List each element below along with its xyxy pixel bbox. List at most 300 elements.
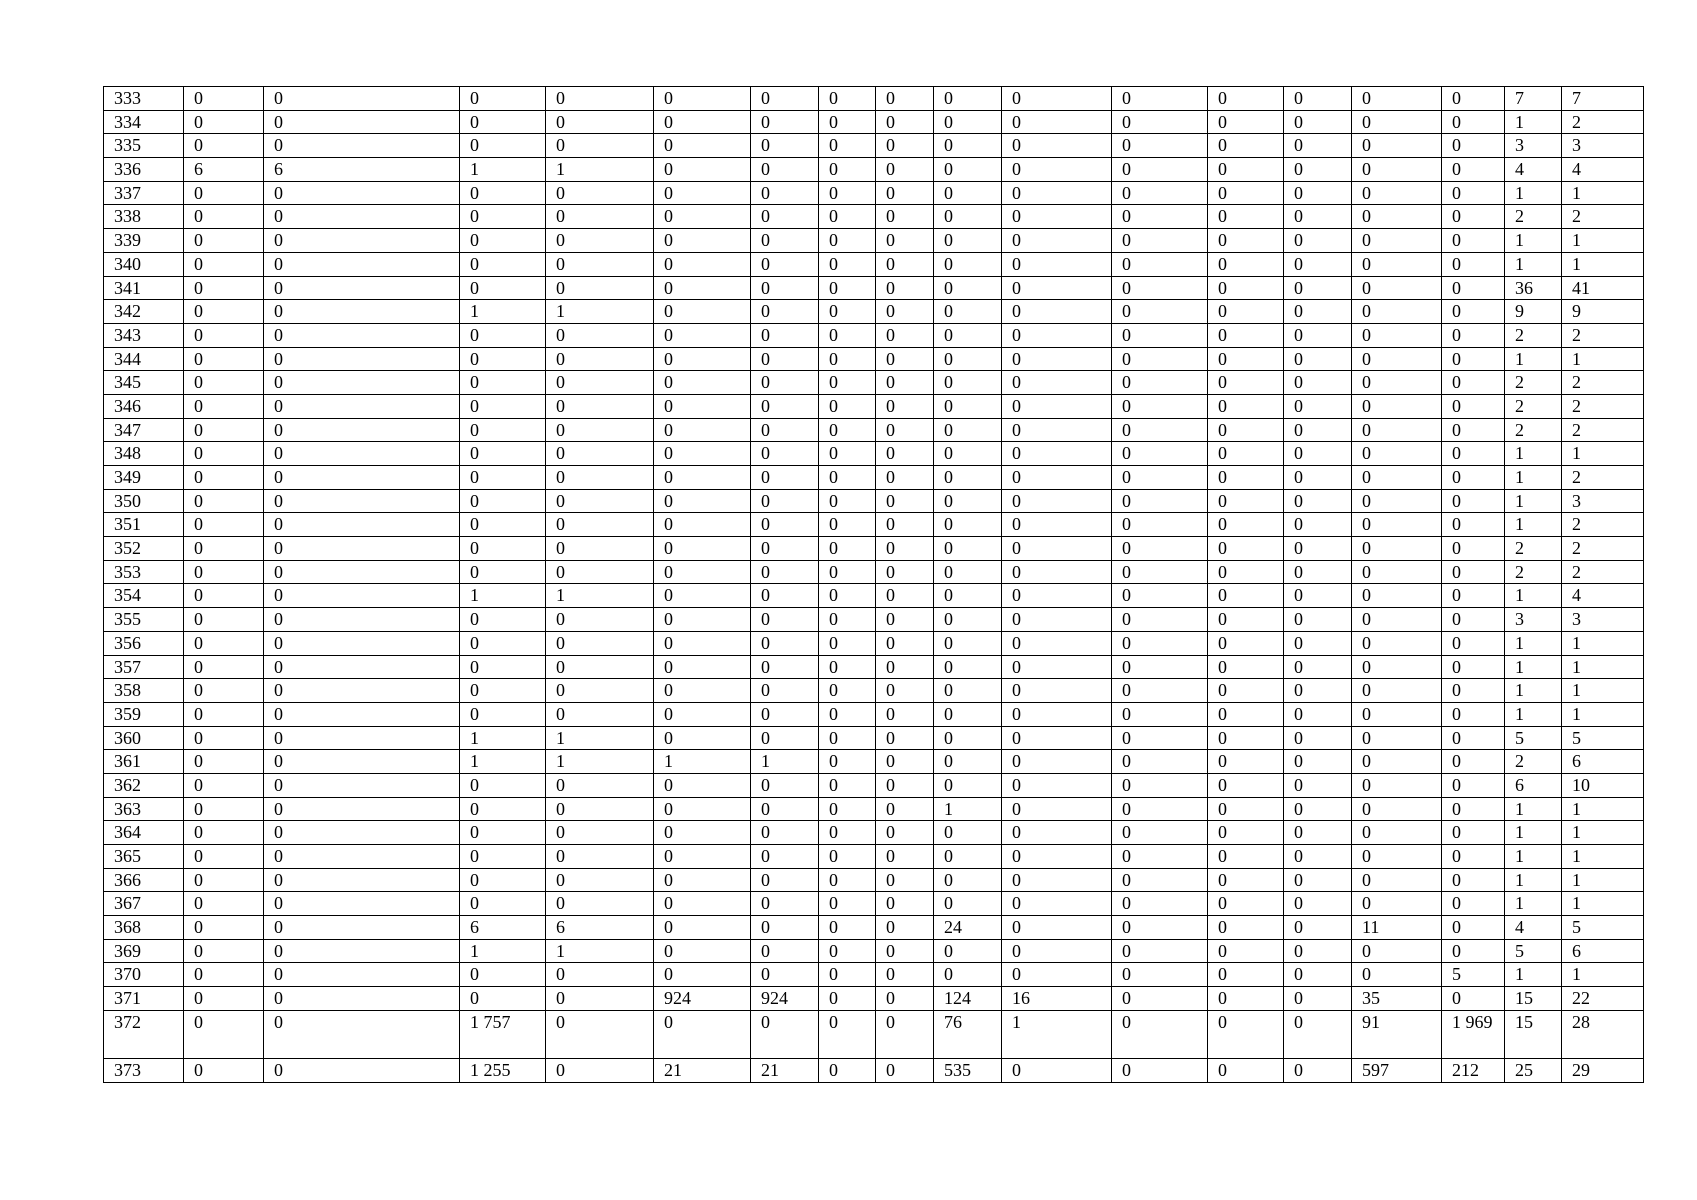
table-cell: 0 xyxy=(876,276,934,300)
table-cell: 9 xyxy=(1562,300,1644,324)
table-cell: 0 xyxy=(934,892,1002,916)
table-cell: 0 xyxy=(1208,655,1284,679)
table-cell: 0 xyxy=(546,252,654,276)
table-cell: 0 xyxy=(819,276,876,300)
table-cell: 124 xyxy=(934,987,1002,1011)
table-cell: 1 xyxy=(1505,702,1562,726)
table-cell: 21 xyxy=(654,1058,751,1082)
table-cell: 0 xyxy=(1442,750,1505,774)
table-cell: 0 xyxy=(751,679,819,703)
table-cell: 0 xyxy=(876,87,934,111)
table-cell: 0 xyxy=(546,371,654,395)
table-cell: 0 xyxy=(876,560,934,584)
table-cell: 0 xyxy=(264,371,460,395)
table-cell: 1 xyxy=(1562,631,1644,655)
table-cell: 0 xyxy=(819,1010,876,1058)
table-cell: 0 xyxy=(184,1010,264,1058)
table-cell: 0 xyxy=(934,489,1002,513)
table-cell: 0 xyxy=(1208,987,1284,1011)
table-cell: 0 xyxy=(264,963,460,987)
table-cell: 0 xyxy=(876,845,934,869)
row-number-cell: 355 xyxy=(104,608,184,632)
table-cell: 1 xyxy=(1505,797,1562,821)
table-cell: 1 xyxy=(1505,845,1562,869)
table-cell: 0 xyxy=(751,347,819,371)
table-cell: 0 xyxy=(876,963,934,987)
table-cell: 0 xyxy=(934,655,1002,679)
table-cell: 0 xyxy=(460,963,546,987)
table-cell: 0 xyxy=(1112,513,1208,537)
table-cell: 0 xyxy=(819,584,876,608)
table-cell: 0 xyxy=(1112,821,1208,845)
table-cell: 0 xyxy=(1002,394,1112,418)
table-cell: 0 xyxy=(1002,442,1112,466)
table-cell: 0 xyxy=(934,939,1002,963)
row-number-cell: 357 xyxy=(104,655,184,679)
table-cell: 0 xyxy=(1284,750,1352,774)
table-cell: 0 xyxy=(934,134,1002,158)
table-cell: 0 xyxy=(1352,655,1442,679)
table-cell: 0 xyxy=(934,750,1002,774)
table-cell: 0 xyxy=(1112,726,1208,750)
table-cell: 0 xyxy=(1112,394,1208,418)
table-cell: 0 xyxy=(654,442,751,466)
table-cell: 2 xyxy=(1505,371,1562,395)
table-cell: 0 xyxy=(546,513,654,537)
table-cell: 0 xyxy=(654,347,751,371)
table-cell: 0 xyxy=(876,252,934,276)
table-cell: 0 xyxy=(1442,726,1505,750)
row-number-cell: 344 xyxy=(104,347,184,371)
table-cell: 0 xyxy=(654,323,751,347)
table-cell: 1 xyxy=(1562,181,1644,205)
table-cell: 0 xyxy=(264,110,460,134)
table-cell: 0 xyxy=(1284,560,1352,584)
table-cell: 0 xyxy=(264,300,460,324)
table-cell: 0 xyxy=(184,560,264,584)
table-cell: 0 xyxy=(184,702,264,726)
table-cell: 0 xyxy=(184,181,264,205)
table-cell: 0 xyxy=(1002,797,1112,821)
table-cell: 3 xyxy=(1562,489,1644,513)
table-cell: 0 xyxy=(1002,466,1112,490)
table-cell: 0 xyxy=(460,87,546,111)
table-cell: 0 xyxy=(654,300,751,324)
table-cell: 0 xyxy=(876,442,934,466)
table-cell: 0 xyxy=(184,773,264,797)
table-cell: 1 xyxy=(934,797,1002,821)
table-cell: 0 xyxy=(876,489,934,513)
table-cell: 0 xyxy=(751,631,819,655)
table-cell: 0 xyxy=(264,987,460,1011)
table-cell: 0 xyxy=(819,679,876,703)
table-cell: 0 xyxy=(264,489,460,513)
table-cell: 0 xyxy=(819,489,876,513)
table-cell: 0 xyxy=(1002,513,1112,537)
table-cell: 0 xyxy=(1208,537,1284,561)
table-cell: 0 xyxy=(654,939,751,963)
table-cell: 0 xyxy=(1352,276,1442,300)
row-number-cell: 370 xyxy=(104,963,184,987)
table-row xyxy=(104,371,1644,395)
table-cell: 0 xyxy=(1112,371,1208,395)
table-cell: 0 xyxy=(546,702,654,726)
row-number-cell: 352 xyxy=(104,537,184,561)
table-cell: 0 xyxy=(1284,1010,1352,1058)
table-cell: 0 xyxy=(546,679,654,703)
table-row xyxy=(104,655,1644,679)
table-cell: 0 xyxy=(1352,300,1442,324)
table-cell: 0 xyxy=(751,205,819,229)
table-cell: 0 xyxy=(1442,252,1505,276)
table-cell: 0 xyxy=(1112,347,1208,371)
table-cell: 0 xyxy=(1112,608,1208,632)
table-cell: 0 xyxy=(184,513,264,537)
table-cell: 0 xyxy=(751,442,819,466)
table-cell: 0 xyxy=(751,963,819,987)
table-cell: 0 xyxy=(1284,87,1352,111)
table-cell: 0 xyxy=(654,87,751,111)
table-cell: 0 xyxy=(184,394,264,418)
table-cell: 0 xyxy=(546,1010,654,1058)
table-cell: 0 xyxy=(751,702,819,726)
table-cell: 0 xyxy=(876,537,934,561)
table-cell: 0 xyxy=(460,821,546,845)
table-cell: 0 xyxy=(1442,584,1505,608)
table-cell: 0 xyxy=(1284,797,1352,821)
table-cell: 0 xyxy=(751,466,819,490)
table-cell: 0 xyxy=(876,418,934,442)
table-cell: 2 xyxy=(1505,323,1562,347)
table-cell: 0 xyxy=(1208,773,1284,797)
table-cell: 0 xyxy=(184,584,264,608)
table-cell: 0 xyxy=(819,371,876,395)
table-cell: 0 xyxy=(751,323,819,347)
table-cell: 0 xyxy=(264,323,460,347)
table-cell: 0 xyxy=(1352,181,1442,205)
table-cell: 36 xyxy=(1505,276,1562,300)
table-cell: 0 xyxy=(1002,347,1112,371)
table-cell: 1 xyxy=(1562,347,1644,371)
table-cell: 0 xyxy=(1284,1058,1352,1082)
table-cell: 0 xyxy=(1442,655,1505,679)
table-cell: 0 xyxy=(654,773,751,797)
table-cell: 0 xyxy=(546,963,654,987)
table-cell: 0 xyxy=(1112,466,1208,490)
table-cell: 0 xyxy=(1112,537,1208,561)
table-cell: 0 xyxy=(264,679,460,703)
table-cell: 0 xyxy=(654,560,751,584)
row-number-cell: 373 xyxy=(104,1058,184,1082)
table-cell: 0 xyxy=(1352,466,1442,490)
table-cell: 1 xyxy=(1562,679,1644,703)
table-cell: 0 xyxy=(1002,560,1112,584)
table-cell: 0 xyxy=(819,1058,876,1082)
table-cell: 0 xyxy=(1284,513,1352,537)
table-cell: 0 xyxy=(934,537,1002,561)
table-cell: 0 xyxy=(654,845,751,869)
table-row xyxy=(104,252,1644,276)
row-number-cell: 360 xyxy=(104,726,184,750)
table-cell: 0 xyxy=(264,631,460,655)
table-cell: 1 xyxy=(460,750,546,774)
table-cell: 6 xyxy=(184,158,264,182)
table-cell: 0 xyxy=(934,821,1002,845)
table-cell: 924 xyxy=(654,987,751,1011)
table-cell: 0 xyxy=(654,726,751,750)
table-cell: 0 xyxy=(1002,205,1112,229)
table-cell: 1 xyxy=(654,750,751,774)
table-cell: 0 xyxy=(751,181,819,205)
row-number-cell: 346 xyxy=(104,394,184,418)
table-cell: 0 xyxy=(1112,134,1208,158)
table-cell: 0 xyxy=(1284,252,1352,276)
table-cell: 0 xyxy=(460,252,546,276)
table-cell: 0 xyxy=(934,229,1002,253)
table-cell: 1 969 xyxy=(1442,1010,1505,1058)
table-cell: 24 xyxy=(934,916,1002,940)
table-cell: 0 xyxy=(1442,773,1505,797)
table-cell: 0 xyxy=(819,560,876,584)
table-cell: 0 xyxy=(934,205,1002,229)
table-cell: 0 xyxy=(1352,371,1442,395)
table-cell: 0 xyxy=(264,1058,460,1082)
table-cell: 0 xyxy=(654,252,751,276)
table-cell: 0 xyxy=(819,987,876,1011)
row-number-cell: 359 xyxy=(104,702,184,726)
table-cell: 0 xyxy=(1112,916,1208,940)
row-number-cell: 353 xyxy=(104,560,184,584)
table-row xyxy=(104,845,1644,869)
table-cell: 0 xyxy=(1352,87,1442,111)
table-cell: 0 xyxy=(1284,347,1352,371)
table-cell: 2 xyxy=(1562,371,1644,395)
table-cell: 0 xyxy=(934,679,1002,703)
table-row xyxy=(104,726,1644,750)
table-cell: 0 xyxy=(1112,892,1208,916)
table-cell: 0 xyxy=(751,726,819,750)
table-cell: 0 xyxy=(654,537,751,561)
table-cell: 1 xyxy=(1562,892,1644,916)
table-row xyxy=(104,181,1644,205)
table-cell: 0 xyxy=(751,134,819,158)
table-cell: 2 xyxy=(1562,513,1644,537)
table-cell: 10 xyxy=(1562,773,1644,797)
table-cell: 0 xyxy=(934,87,1002,111)
table-cell: 0 xyxy=(1112,655,1208,679)
table-cell: 0 xyxy=(1208,750,1284,774)
row-number-cell: 365 xyxy=(104,845,184,869)
table-cell: 0 xyxy=(1002,679,1112,703)
table-cell: 0 xyxy=(1284,916,1352,940)
table-cell: 0 xyxy=(460,466,546,490)
table-cell: 0 xyxy=(1002,868,1112,892)
table-cell: 21 xyxy=(751,1058,819,1082)
table-cell: 0 xyxy=(264,276,460,300)
table-cell: 0 xyxy=(819,608,876,632)
table-cell: 0 xyxy=(1442,537,1505,561)
table-cell: 0 xyxy=(1002,821,1112,845)
table-cell: 0 xyxy=(751,158,819,182)
table-cell: 0 xyxy=(876,513,934,537)
table-cell: 0 xyxy=(654,466,751,490)
table-cell: 0 xyxy=(1352,963,1442,987)
table-cell: 0 xyxy=(546,205,654,229)
table-cell: 0 xyxy=(819,323,876,347)
table-cell: 0 xyxy=(1442,300,1505,324)
table-cell: 0 xyxy=(1208,726,1284,750)
table-row xyxy=(104,608,1644,632)
table-cell: 1 xyxy=(1505,513,1562,537)
table-cell: 0 xyxy=(264,394,460,418)
row-number-cell: 361 xyxy=(104,750,184,774)
table-cell: 0 xyxy=(819,158,876,182)
table-cell: 0 xyxy=(1284,963,1352,987)
table-cell: 0 xyxy=(1208,892,1284,916)
table-cell: 0 xyxy=(1442,205,1505,229)
table-cell: 0 xyxy=(1352,442,1442,466)
table-cell: 0 xyxy=(184,110,264,134)
table-cell: 0 xyxy=(184,845,264,869)
table-cell: 0 xyxy=(1442,110,1505,134)
table-cell: 0 xyxy=(1352,158,1442,182)
table-cell: 0 xyxy=(1284,845,1352,869)
table-row xyxy=(104,276,1644,300)
table-cell: 91 xyxy=(1352,1010,1442,1058)
table-cell: 0 xyxy=(1442,489,1505,513)
table-cell: 2 xyxy=(1505,205,1562,229)
table-cell: 0 xyxy=(1442,394,1505,418)
table-cell: 0 xyxy=(876,158,934,182)
table-cell: 0 xyxy=(1112,418,1208,442)
table-cell: 0 xyxy=(1112,963,1208,987)
table-cell: 0 xyxy=(934,560,1002,584)
table-cell: 0 xyxy=(1284,205,1352,229)
table-cell: 0 xyxy=(1352,584,1442,608)
table-cell: 1 xyxy=(460,158,546,182)
table-cell: 1 xyxy=(1505,584,1562,608)
table-cell: 0 xyxy=(264,513,460,537)
table-cell: 0 xyxy=(264,584,460,608)
table-cell: 0 xyxy=(264,726,460,750)
table-cell: 0 xyxy=(751,821,819,845)
table-cell: 0 xyxy=(1208,584,1284,608)
table-cell: 0 xyxy=(1208,87,1284,111)
row-number-cell: 339 xyxy=(104,229,184,253)
table-cell: 0 xyxy=(264,418,460,442)
table-cell: 1 757 xyxy=(460,1010,546,1058)
table-cell: 0 xyxy=(934,158,1002,182)
table-row xyxy=(104,347,1644,371)
row-number-cell: 354 xyxy=(104,584,184,608)
table-cell: 0 xyxy=(1112,560,1208,584)
table-cell: 0 xyxy=(1442,608,1505,632)
table-cell: 0 xyxy=(751,537,819,561)
table-cell: 0 xyxy=(184,87,264,111)
table-cell: 0 xyxy=(1284,584,1352,608)
table-cell: 0 xyxy=(184,916,264,940)
table-cell: 0 xyxy=(184,797,264,821)
table-cell: 0 xyxy=(876,1010,934,1058)
table-cell: 0 xyxy=(1002,939,1112,963)
row-number-cell: 362 xyxy=(104,773,184,797)
table-cell: 0 xyxy=(264,560,460,584)
table-cell: 0 xyxy=(184,442,264,466)
table-cell: 0 xyxy=(751,276,819,300)
table-cell: 0 xyxy=(460,134,546,158)
table-cell: 0 xyxy=(460,679,546,703)
table-cell: 0 xyxy=(654,371,751,395)
table-cell: 0 xyxy=(819,845,876,869)
row-number-cell: 341 xyxy=(104,276,184,300)
table-cell: 5 xyxy=(1505,939,1562,963)
table-cell: 0 xyxy=(1208,158,1284,182)
table-cell: 0 xyxy=(1208,963,1284,987)
table-cell: 0 xyxy=(1002,631,1112,655)
table-cell: 0 xyxy=(876,394,934,418)
table-cell: 0 xyxy=(1352,797,1442,821)
table-cell: 0 xyxy=(876,655,934,679)
table-cell: 0 xyxy=(546,418,654,442)
table-cell: 0 xyxy=(1112,205,1208,229)
table-cell: 1 xyxy=(1505,631,1562,655)
table-cell: 0 xyxy=(934,371,1002,395)
table-cell: 0 xyxy=(1352,750,1442,774)
table-cell: 0 xyxy=(1284,229,1352,253)
table-cell: 0 xyxy=(184,963,264,987)
table-cell: 0 xyxy=(1284,466,1352,490)
table-cell: 0 xyxy=(1352,134,1442,158)
table-cell: 6 xyxy=(1505,773,1562,797)
table-cell: 0 xyxy=(1208,347,1284,371)
table-cell: 0 xyxy=(264,702,460,726)
table-cell: 0 xyxy=(1112,797,1208,821)
table-cell: 0 xyxy=(460,442,546,466)
table-cell: 0 xyxy=(1352,608,1442,632)
table-row xyxy=(104,87,1644,111)
table-cell: 0 xyxy=(264,347,460,371)
table-cell: 1 xyxy=(1505,466,1562,490)
table-cell: 4 xyxy=(1562,158,1644,182)
table-cell: 0 xyxy=(1208,868,1284,892)
table-cell: 0 xyxy=(876,347,934,371)
table-cell: 0 xyxy=(751,797,819,821)
table-cell: 0 xyxy=(1352,323,1442,347)
table-cell: 0 xyxy=(184,1058,264,1082)
table-cell: 0 xyxy=(546,229,654,253)
table-cell: 0 xyxy=(264,466,460,490)
table-cell: 0 xyxy=(1002,608,1112,632)
table-cell: 0 xyxy=(1442,702,1505,726)
table-cell: 0 xyxy=(460,418,546,442)
table-cell: 29 xyxy=(1562,1058,1644,1082)
table-cell: 0 xyxy=(1002,110,1112,134)
table-cell: 0 xyxy=(460,394,546,418)
table-cell: 0 xyxy=(876,110,934,134)
table-cell: 0 xyxy=(654,963,751,987)
table-row xyxy=(104,466,1644,490)
table-cell: 0 xyxy=(654,134,751,158)
table-cell: 0 xyxy=(1002,323,1112,347)
table-cell: 0 xyxy=(934,963,1002,987)
table-cell: 0 xyxy=(1208,181,1284,205)
row-number-cell: 347 xyxy=(104,418,184,442)
table-cell: 0 xyxy=(184,489,264,513)
table-cell: 0 xyxy=(1284,631,1352,655)
table-cell: 1 xyxy=(1505,442,1562,466)
table-cell: 1 xyxy=(460,939,546,963)
table-cell: 0 xyxy=(546,442,654,466)
